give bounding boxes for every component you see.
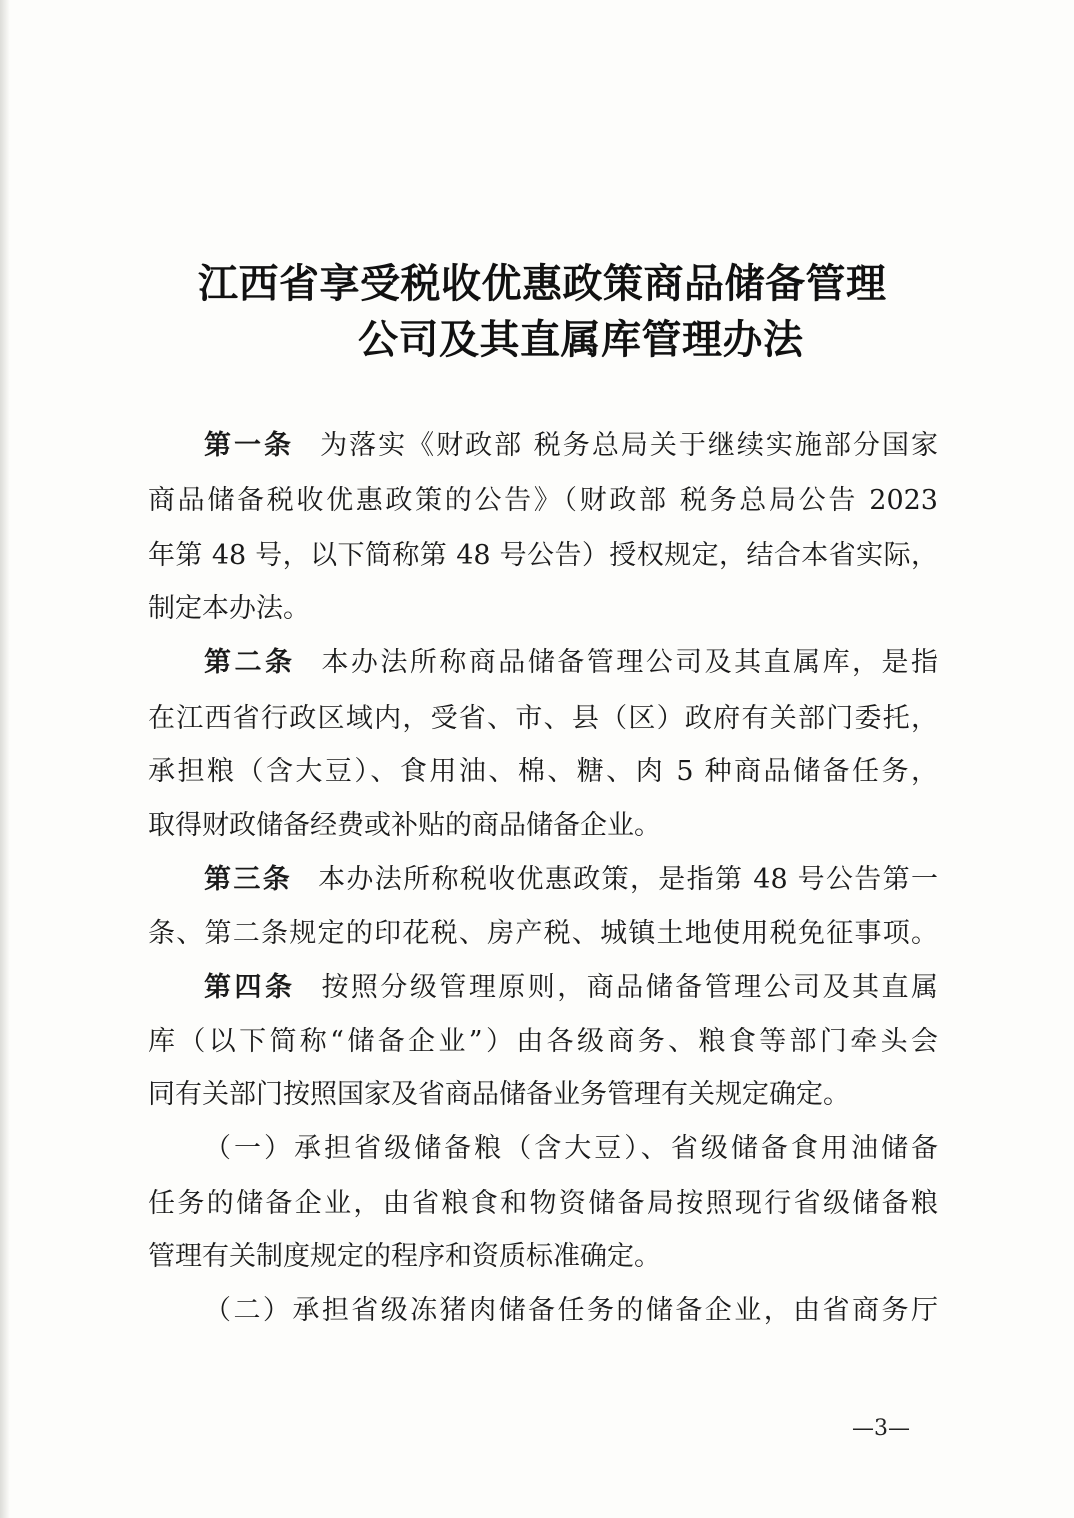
article-4-line-1: 第四条 按照分级管理原则，商品储备管理公司及其直属 (204, 972, 939, 1003)
article-4-label: 第四条 (204, 972, 296, 1003)
article-1-line-4: 制定本办法。 (148, 593, 310, 624)
article-2-line-4: 取得财政储备经费或补贴的商品储备企业。 (148, 810, 661, 841)
page-number: —3— (852, 1416, 910, 1441)
item-1-line-2: 任务的储备企业，由省粮食和物资储备局按照现行省级储备粮 (148, 1188, 938, 1219)
article-1-line-2: 商品储备税收优惠政策的公告》（财政部 税务总局公告 2023 (148, 485, 938, 516)
article-2-line-2: 在江西省行政区域内，受省、市、县（区）政府有关部门委托， (148, 703, 938, 734)
article-1-line-1: 第一条 为落实《财政部 税务总局关于继续实施部分国家 (204, 430, 938, 461)
document-title-line-1: 江西省享受税收优惠政策商品储备管理 (198, 260, 887, 307)
article-3-line-1: 第三条 本办法所称税收优惠政策，是指第 48 号公告第一 (204, 864, 938, 895)
article-1-label: 第一条 (204, 430, 295, 461)
article-3-label: 第三条 (204, 864, 293, 895)
article-4-line-2: 库（以下简称“储备企业”）由各级商务、粮食等部门牵头会 (148, 1026, 938, 1057)
article-4-line-3: 同有关部门按照国家及省商品储备业务管理有关规定确定。 (148, 1079, 850, 1110)
document-title-line-2: 公司及其直属库管理办法 (358, 316, 804, 363)
item-2-line-1: （二）承担省级冻猪肉储备任务的储备企业，由省商务厅 (204, 1295, 938, 1326)
article-3-line-2: 条、第二条规定的印花税、房产税、城镇土地使用税免征事项。 (148, 918, 938, 949)
scan-edge-shadow (0, 0, 10, 1518)
article-2-label: 第二条 (204, 647, 296, 678)
item-1-line-1: （一）承担省级储备粮（含大豆）、省级储备食用油储备 (204, 1133, 938, 1164)
article-2-line-3: 承担粮（含大豆）、食用油、棉、糖、肉 5 种商品储备任务， (148, 756, 938, 787)
article-1-line-3: 年第 48 号，以下简称第 48 号公告）授权规定，结合本省实际， (148, 540, 938, 571)
item-1-line-3: 管理有关制度规定的程序和资质标准确定。 (148, 1241, 661, 1272)
article-2-line-1: 第二条 本办法所称商品储备管理公司及其直属库，是指 (204, 647, 939, 678)
